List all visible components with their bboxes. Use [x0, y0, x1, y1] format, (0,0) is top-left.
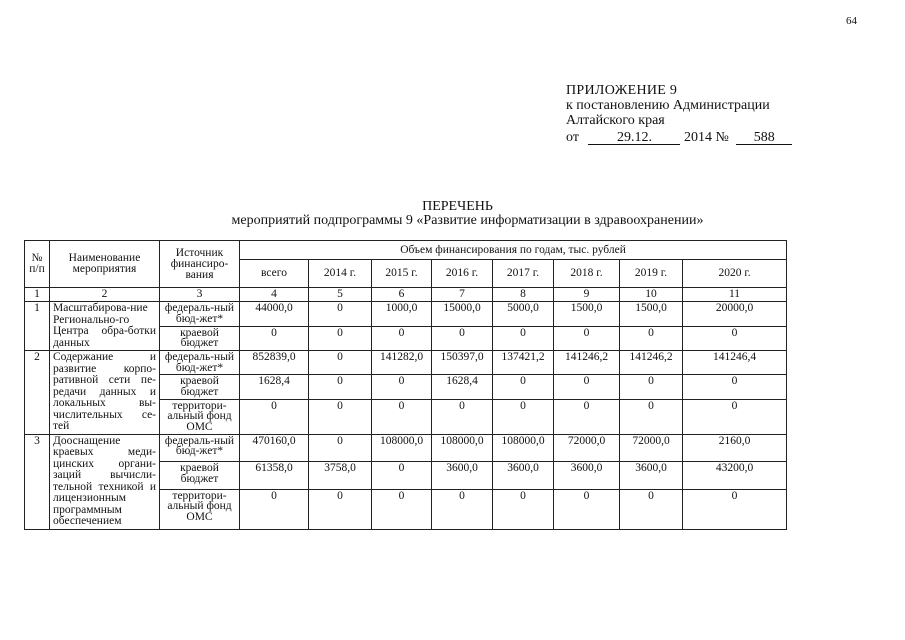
year-value: 0: [683, 399, 787, 434]
year-value: 0: [309, 434, 372, 462]
column-number: 3: [160, 288, 240, 302]
appendix-title: ПРИЛОЖЕНИЕ 9: [566, 83, 678, 98]
year-value: 0: [372, 326, 432, 351]
year-value: 3600,0: [493, 462, 554, 490]
header-name: Наименование мероприятия: [50, 241, 160, 288]
year-value: 141246,2: [554, 351, 620, 375]
year-value: 0: [620, 399, 683, 434]
header-year-2014: 2014 г.: [309, 260, 372, 288]
year-value: 1500,0: [554, 302, 620, 327]
total-value: 0: [240, 489, 309, 529]
year-value: 0: [309, 302, 372, 327]
total-value: 0: [240, 399, 309, 434]
column-number: 8: [493, 288, 554, 302]
total-value: 61358,0: [240, 462, 309, 490]
table-row: [25, 434, 787, 462]
total-value: 470160,0: [240, 434, 309, 462]
table-row: [25, 302, 787, 327]
funding-source: федераль-ный бюд-жет*: [160, 434, 240, 462]
year-value: 1628,4: [432, 375, 493, 399]
document-title: ПЕРЕЧЕНЬ: [422, 199, 493, 214]
year-value: 1000,0: [372, 302, 432, 327]
document-subtitle: мероприятий подпрограммы 9 «Развитие информатизации в здравоохранении»: [231, 213, 704, 228]
resolution-year: 2014 №: [683, 130, 729, 145]
appendix-dateline: [566, 130, 792, 145]
year-value: 0: [309, 326, 372, 351]
year-value: 0: [554, 489, 620, 529]
activity-name: Масштабирова-ние Регионально-го Центра обра-ботки данных: [50, 302, 160, 351]
year-value: 0: [683, 489, 787, 529]
appendix-line-1: к постановлению Администрации: [566, 98, 770, 113]
header-funding: Объем финансирования по годам, тыс. рублей: [240, 241, 787, 260]
header-year-2019: 2019 г.: [620, 260, 683, 288]
year-value: 0: [309, 399, 372, 434]
year-value: 15000,0: [432, 302, 493, 327]
year-value: 3600,0: [432, 462, 493, 490]
column-number-row: [25, 288, 787, 302]
year-value: 20000,0: [683, 302, 787, 327]
column-number: 1: [25, 288, 50, 302]
header-year-2015: 2015 г.: [372, 260, 432, 288]
year-value: 137421,2: [493, 351, 554, 375]
year-value: 5000,0: [493, 302, 554, 327]
year-value: 0: [554, 399, 620, 434]
resolution-number: 588: [736, 131, 792, 145]
year-value: 3600,0: [620, 462, 683, 490]
table-body: [25, 302, 787, 530]
year-value: 3600,0: [554, 462, 620, 490]
year-value: 0: [372, 489, 432, 529]
total-value: 852839,0: [240, 351, 309, 375]
header-year-2020: 2020 г.: [683, 260, 787, 288]
document-title-block: [0, 200, 905, 228]
year-value: 43200,0: [683, 462, 787, 490]
funding-table: [24, 240, 787, 530]
year-value: 0: [309, 351, 372, 375]
year-value: 0: [372, 375, 432, 399]
year-value: 72000,0: [554, 434, 620, 462]
resolution-date: 29.12.: [588, 131, 680, 145]
row-number: 1: [25, 302, 50, 351]
row-number: 2: [25, 351, 50, 435]
table-row: [25, 351, 787, 375]
funding-source: территори-альный фонд ОМС: [160, 489, 240, 529]
year-value: 0: [372, 462, 432, 490]
year-value: 0: [493, 489, 554, 529]
date-prefix: от: [566, 130, 579, 145]
year-value: 0: [683, 375, 787, 399]
year-value: 150397,0: [432, 351, 493, 375]
column-number: 11: [683, 288, 787, 302]
appendix-block: [566, 83, 792, 145]
year-value: 1500,0: [620, 302, 683, 327]
year-value: 0: [309, 375, 372, 399]
total-value: 1628,4: [240, 375, 309, 399]
header-source: Источник финансиро-вания: [160, 241, 240, 288]
year-value: 141282,0: [372, 351, 432, 375]
funding-source: территори-альный фонд ОМС: [160, 399, 240, 434]
year-value: 2160,0: [683, 434, 787, 462]
funding-source: краевой бюджет: [160, 462, 240, 490]
year-value: 108000,0: [432, 434, 493, 462]
year-value: 3758,0: [309, 462, 372, 490]
header-year-2017: 2017 г.: [493, 260, 554, 288]
funding-source: федераль-ный бюд-жет*: [160, 351, 240, 375]
header-num: № п/п: [25, 241, 50, 288]
total-value: 0: [240, 326, 309, 351]
column-number: 2: [50, 288, 160, 302]
funding-source: федераль-ный бюд-жет*: [160, 302, 240, 327]
column-number: 7: [432, 288, 493, 302]
year-value: 141246,2: [620, 351, 683, 375]
year-value: 108000,0: [493, 434, 554, 462]
header-total: всего: [240, 260, 309, 288]
year-value: 0: [683, 326, 787, 351]
header-year-2018: 2018 г.: [554, 260, 620, 288]
year-value: 0: [620, 489, 683, 529]
year-value: 0: [432, 399, 493, 434]
header-year-2016: 2016 г.: [432, 260, 493, 288]
year-value: 0: [372, 399, 432, 434]
year-value: 141246,4: [683, 351, 787, 375]
page-number: 64: [846, 15, 857, 27]
year-value: 0: [309, 489, 372, 529]
year-value: 0: [432, 326, 493, 351]
column-number: 6: [372, 288, 432, 302]
column-number: 4: [240, 288, 309, 302]
column-number: 10: [620, 288, 683, 302]
header-row-1: [25, 241, 787, 260]
year-value: 0: [554, 326, 620, 351]
activity-name: Дооснащение краевых меди-цинских органи-заций вычисли-тельной техникой и лицензионным программным обеспечением: [50, 434, 160, 529]
year-value: 108000,0: [372, 434, 432, 462]
year-value: 72000,0: [620, 434, 683, 462]
appendix-line-2: Алтайского края: [566, 113, 665, 128]
column-number: 5: [309, 288, 372, 302]
year-value: 0: [620, 326, 683, 351]
column-number: 9: [554, 288, 620, 302]
year-value: 0: [493, 326, 554, 351]
funding-source: краевой бюджет: [160, 375, 240, 399]
year-value: 0: [620, 375, 683, 399]
total-value: 44000,0: [240, 302, 309, 327]
row-number: 3: [25, 434, 50, 529]
funding-source: краевой бюджет: [160, 326, 240, 351]
activity-name: Содержание и развитие корпо-ративной сети пе-редачи данных и локальных вы-числительных се-тей: [50, 351, 160, 435]
year-value: 0: [493, 375, 554, 399]
year-value: 0: [432, 489, 493, 529]
year-value: 0: [554, 375, 620, 399]
year-value: 0: [493, 399, 554, 434]
